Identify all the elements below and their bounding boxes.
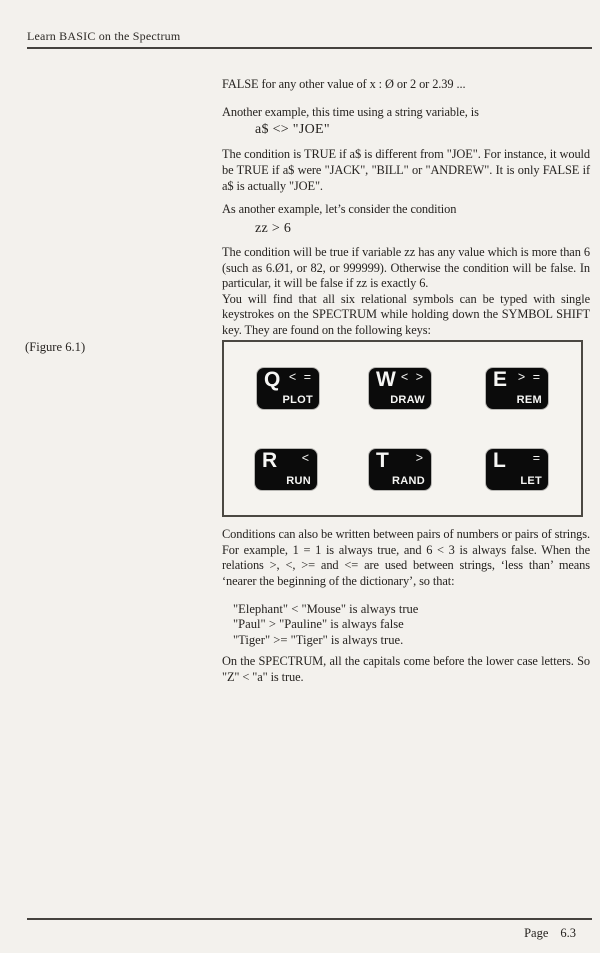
footer-rule <box>27 918 592 920</box>
key-letter: R <box>262 449 278 472</box>
page-number-label: Page <box>524 926 549 940</box>
key-keyword: DRAW <box>390 394 425 406</box>
figure-6-1-keyboard-keys <box>222 340 583 517</box>
key-letter: L <box>493 449 506 472</box>
paragraph-capitals: On the SPECTRUM, all the capitals come before the lower case letters. So "Z" < "a" is true. <box>222 654 590 684</box>
key-symbol: < <box>301 451 311 465</box>
key-keyword: RAND <box>392 475 425 487</box>
key-l-let <box>486 449 548 490</box>
key-symbol: > <box>415 451 425 465</box>
key-w-draw <box>369 368 431 409</box>
paragraph-zz-explain: The condition will be true if variable zz has any value which is more than 6 (such as 6.Ø1, or 82, or 999999). Otherwise the condition will be false. In particular, it will be false if zz is exactly 6. <box>222 245 590 291</box>
key-t-rand <box>369 449 431 490</box>
paragraph-false-values: FALSE for any other value of x : Ø or 2 or 2.39 ... <box>222 77 466 91</box>
paragraph-six-symbols: You will find that all six relational symbols can be typed with single keystrokes on the SPECTRUM while holding down the SYMBOL SHIFT key. They are found on the following keys: <box>222 291 590 337</box>
key-symbol: = <box>532 451 542 465</box>
key-symbol: > = <box>517 370 542 384</box>
example-paul-pauline: "Paul" > "Pauline" is always false <box>233 617 404 632</box>
string-comparison-examples <box>233 602 590 648</box>
key-r-run <box>255 449 317 490</box>
key-keyword: LET <box>520 475 542 487</box>
key-letter: E <box>493 368 508 391</box>
running-header-title: Learn BASIC on the Spectrum <box>27 29 181 43</box>
key-q-plot <box>257 368 319 409</box>
header-rule <box>27 47 592 49</box>
key-keyword: PLOT <box>282 394 313 406</box>
key-symbol: < > <box>400 370 425 384</box>
code-string-condition: a$ <> "JOE" <box>255 122 330 137</box>
figure-label: (Figure 6.1) <box>25 340 86 354</box>
page-number <box>524 926 576 941</box>
key-letter: Q <box>264 368 281 391</box>
example-tiger-tiger: "Tiger" >= "Tiger" is always true. <box>233 632 404 647</box>
paragraph-conditions-pairs: Conditions can also be written between pairs of numbers or pairs of strings. For example, 1 = 1 is always true, and 6 < 3 is always false. When the relations >, <, >= and <= are used between strings, ‘less than’ means ‘nearer the beginning of the dictionary’, so that: <box>222 527 590 588</box>
key-keyword: REM <box>516 394 542 406</box>
paragraph-another-example: Another example, this time using a string variable, is <box>222 105 479 119</box>
key-letter: T <box>376 449 389 472</box>
paragraph-condition-true: The condition is TRUE if a$ is different from "JOE". For instance, it would be TRUE if a$ were "JACK", "BILL" or "ANDREW". It is only FALSE if a$ is actually "JOE". <box>222 147 590 193</box>
example-elephant-mouse: "Elephant" < "Mouse" is always true <box>233 602 419 616</box>
key-keyword: RUN <box>286 475 311 487</box>
paragraph-group-zz <box>222 245 590 339</box>
key-symbol: < = <box>288 370 313 384</box>
page-number-value: 6.3 <box>560 926 576 940</box>
paragraph-as-another-example: As another example, let’s consider the condition <box>222 202 457 216</box>
key-e-rem <box>486 368 548 409</box>
key-letter: W <box>376 368 396 391</box>
code-zz-condition: zz > 6 <box>255 221 292 236</box>
